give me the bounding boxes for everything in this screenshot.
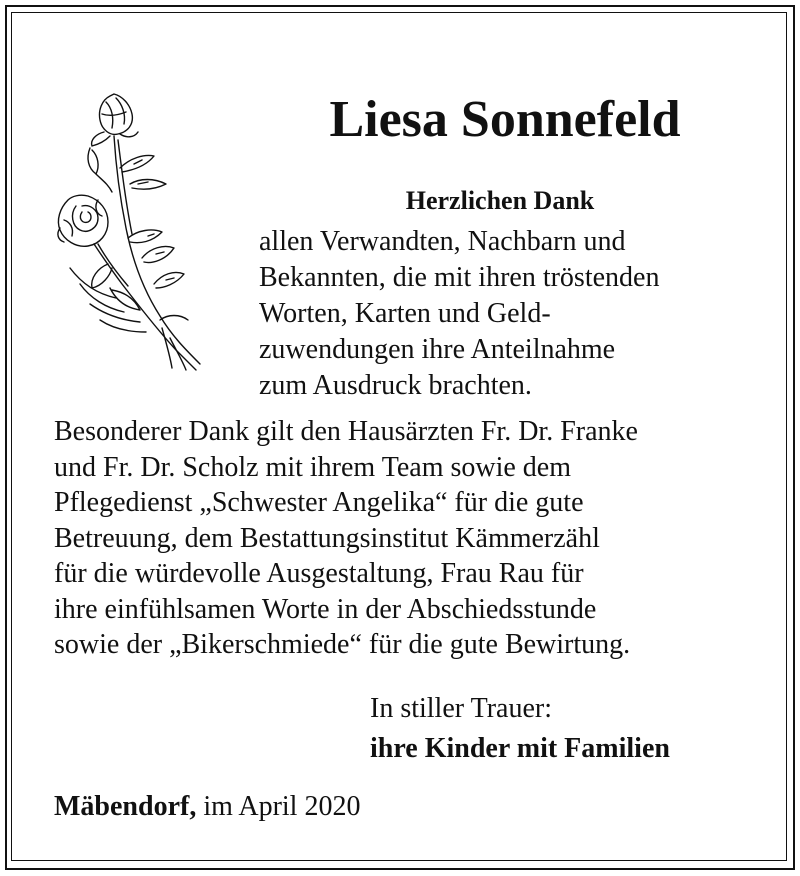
text-line: Bekannten, die mit ihren tröstenden <box>259 262 660 293</box>
text-line: sowie der „Bikerschmiede“ für die gute Bewirtung. <box>54 629 631 660</box>
text-line: Besonderer Dank gilt den Hausärzten Fr. Dr. Franke <box>54 416 638 447</box>
text-line: ihre einfühlsamen Worte in der Abschiedsstunde <box>54 593 597 625</box>
text-line: Betreuung, dem Bestattungsinstitut Kämmerzähl <box>54 522 600 554</box>
special-thanks-paragraph <box>54 414 638 663</box>
text-line: zuwendungen ihre Anteilnahme <box>259 334 616 365</box>
mourners-signature: ihre Kinder mit Familien <box>370 733 670 764</box>
text-line: Pflegedienst „Schwester Angelika“ für die gute <box>54 487 584 518</box>
deceased-name: Liesa Sonnefeld <box>329 91 681 148</box>
text-line: allen Verwandten, Nachbarn und <box>259 226 626 257</box>
text-line: zum Ausdruck brachten. <box>259 370 532 401</box>
date: im April 2020 <box>203 791 361 822</box>
text-line: und Fr. Dr. Scholz mit ihrem Team sowie dem <box>54 451 572 483</box>
place-date <box>54 788 360 826</box>
rose-icon <box>50 88 215 373</box>
text-line: für die würdevolle Ausgestaltung, Frau Rau für <box>54 558 584 589</box>
subtitle: Herzlichen Dank <box>405 186 595 215</box>
text-line: Worten, Karten und Geld- <box>259 298 551 329</box>
thanks-paragraph <box>259 224 659 404</box>
mourning-intro: In stiller Trauer: <box>370 693 552 724</box>
place: Mäbendorf, <box>54 791 197 822</box>
